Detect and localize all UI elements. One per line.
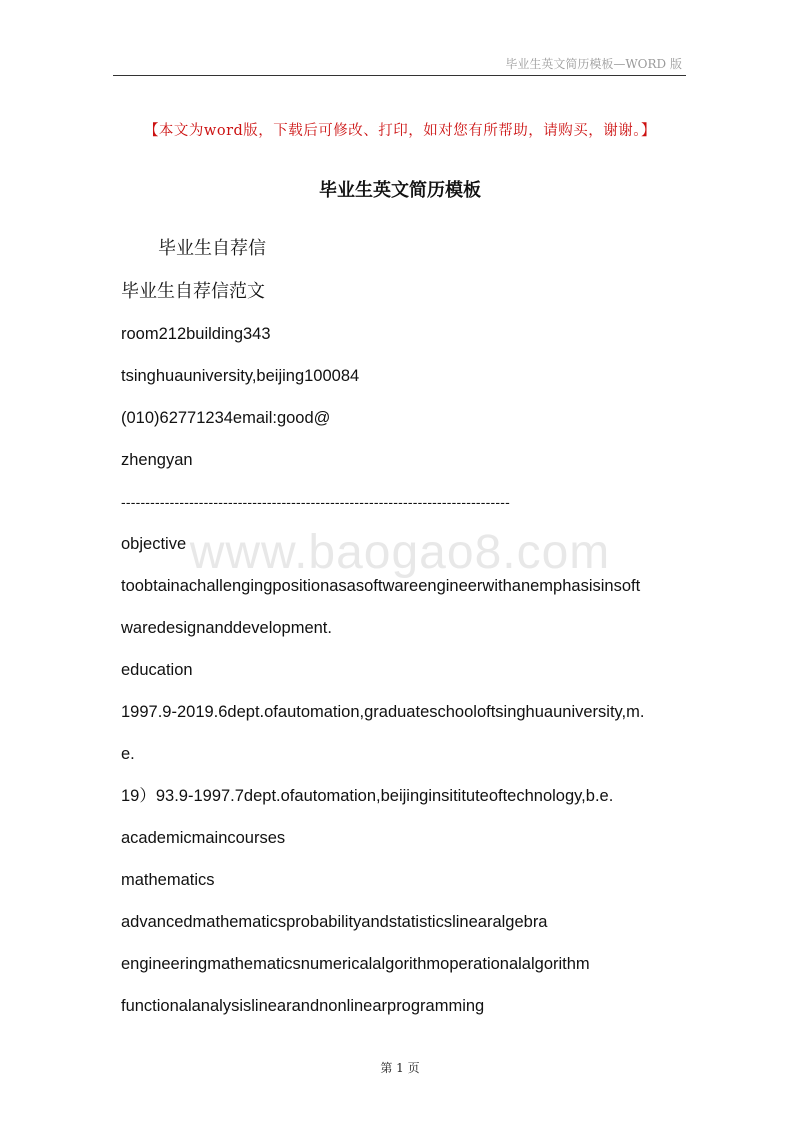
course-list-line-1: advancedmathematicsprobabilityandstatisticslinearalgebra (121, 913, 548, 931)
objective-text-line-1: toobtainachallengingpositionasasoftwareengineerwithanemphasisinsoft (121, 577, 641, 595)
objective-heading: objective (121, 535, 187, 553)
address-line-1: room212building343 (121, 325, 271, 343)
mathematics-heading: mathematics (121, 871, 215, 889)
education-entry-2: 19）93.9-1997.7dept.ofautomation,beijinginsitituteoftechnology,b.e. (121, 787, 614, 805)
contact-line: (010)62771234email:good@ (121, 409, 331, 427)
course-list-line-3: functionalanalysislinearandnonlinearprogramming (121, 997, 485, 1015)
page-header: 毕业生英文简历模板—WORD 版 (505, 57, 682, 71)
education-entry-1-line-2: e. (121, 745, 135, 763)
document-title: 毕业生英文简历模板 (319, 180, 481, 201)
address-line-2: tsinghuauniversity,beijing100084 (121, 367, 360, 385)
dashed-separator: -------------------------------------------------------------------------------- (121, 494, 510, 510)
course-list-line-2: engineeringmathematicsnumericalalgorithmoperationalalgorithm (121, 955, 590, 973)
subheading-sample-letter: 毕业生自荐信范文 (121, 281, 265, 302)
applicant-name: zhengyan (121, 451, 193, 469)
header-divider (113, 75, 686, 76)
objective-text-line-2: waredesignanddevelopment. (121, 619, 332, 637)
courses-heading: academicmaincourses (121, 829, 286, 847)
education-entry-1-line-1: 1997.9-2019.6dept.ofautomation,graduateschooloftsinghuauniversity,m. (121, 703, 645, 721)
page-number: 第 1 页 (380, 1061, 420, 1075)
section-heading-cover-letter: 毕业生自荐信 (158, 238, 266, 259)
word-version-notice: 【本文为word版，下载后可修改、打印，如对您有所帮助，请购买，谢谢。】 (143, 123, 657, 139)
education-heading: education (121, 661, 193, 679)
site-watermark: www.baogao8.com (189, 526, 611, 579)
